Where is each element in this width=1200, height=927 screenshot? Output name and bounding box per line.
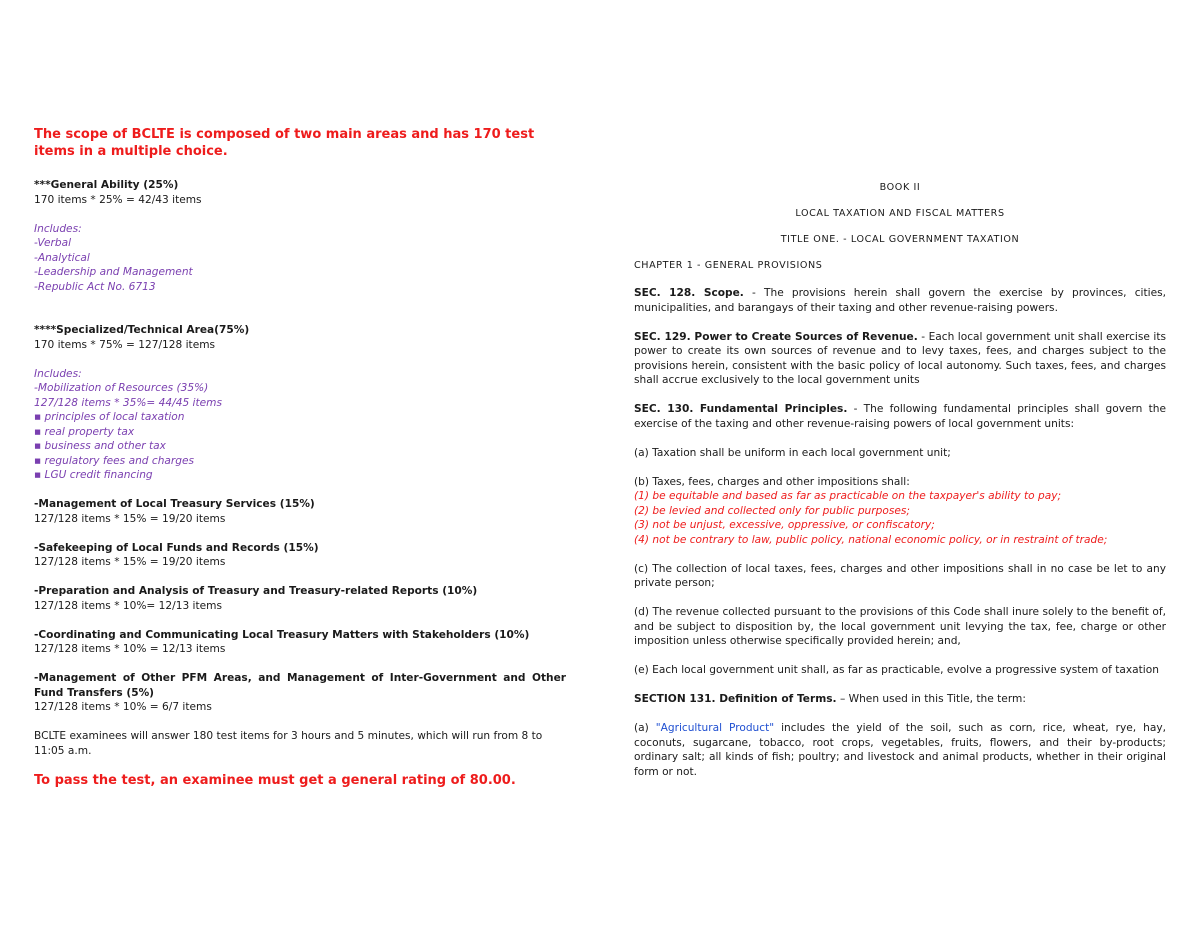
sec-128-label: SEC. 128. Scope. xyxy=(634,287,744,299)
specialized-includes-label: Includes: xyxy=(34,367,82,380)
sec-129-text: - Each local government unit shall exercise its power to create its own sources of revenue and to levy taxes, fees, and charges subject to the provisions herein, consistent with the basic policy of local autonomy. Such taxes, fees, and charges shall accrue exclusively to the local government units xyxy=(634,330,1166,386)
general-include-item: -Analytical xyxy=(34,251,90,264)
chapter-heading: CHAPTER 1 - GENERAL PROVISIONS xyxy=(634,260,823,271)
specialized-items: 170 items * 75% = 127/128 items xyxy=(34,338,216,351)
definition-a xyxy=(634,721,1166,779)
sec-131 xyxy=(634,692,1166,707)
section-title: -Management of Other PFM Areas, and Management of Inter-Government and Other Fund Transfers (5%) xyxy=(34,672,566,699)
para-b-item: (3) not be unjust, excessive, oppressive, or confiscatory; xyxy=(634,519,935,531)
general-include-item: -Republic Act No. 6713 xyxy=(34,280,156,293)
pass-note: To pass the test, an examinee must get a general rating of 80.00. xyxy=(34,773,516,788)
para-e: (e) Each local government unit shall, as far as practicable, evolve a progressive system of taxation xyxy=(634,664,1159,676)
para-b-item: (4) not be contrary to law, public policy, national economic policy, or in restraint of trade; xyxy=(634,533,1108,546)
specialized-include-item: 127/128 items * 35%= 44/45 items xyxy=(34,396,223,409)
section-items: 127/128 items * 10%= 12/13 items xyxy=(34,599,223,612)
section-block xyxy=(34,584,566,613)
section-items: 127/128 items * 15% = 19/20 items xyxy=(34,556,226,568)
definition-a-term: "Agricultural Product" xyxy=(655,722,775,734)
right-column xyxy=(634,182,1166,779)
para-a: (a) Taxation shall be uniform in each local government unit; xyxy=(634,446,951,459)
definition-a-prefix: (a) xyxy=(634,722,656,734)
specialized-include-item: ▪ real property tax xyxy=(34,425,135,438)
definition-a-text: includes the yield of the soil, such as corn, rice, wheat, rye, hay, coconuts, sugarcane, tobacco, root crops, vegetables, fruits, flowers, and their by-products; ordinary salt; all kinds of fish; poultry; and livestock and animal products, whether in their original form or not. xyxy=(634,722,1166,778)
sec-128 xyxy=(634,286,1166,315)
sec-130-text: - The following fundamental principles shall govern the exercise of the taxing and other revenue-raising powers of local government units: xyxy=(634,403,1166,430)
sec-129 xyxy=(634,330,1166,388)
specialized-include-item: ▪ regulatory fees and charges xyxy=(34,454,195,467)
sec-129-label: SEC. 129. Power to Create Sources of Revenue. xyxy=(634,330,918,343)
section-title: -Preparation and Analysis of Treasury and Treasury-related Reports (10%) xyxy=(34,585,478,597)
book-title: LOCAL TAXATION AND FISCAL MATTERS xyxy=(795,208,1005,219)
book-heading: BOOK II xyxy=(879,182,921,193)
exam-note: BCLTE examinees will answer 180 test items for 3 hours and 5 minutes, which will run from 8 to 11:05 a.m. xyxy=(34,730,543,757)
para-b-item: (2) be levied and collected only for public purposes; xyxy=(634,504,910,517)
title-one: TITLE ONE. - LOCAL GOVERNMENT TAXATION xyxy=(780,234,1020,245)
general-include-item: -Leadership and Management xyxy=(34,266,193,278)
specialized-heading: ****Specialized/Technical Area(75%) xyxy=(34,324,250,336)
scope-intro: The scope of BCLTE is composed of two main areas and has 170 test items in a multiple choice. xyxy=(34,127,535,159)
section-block xyxy=(34,671,566,715)
section-items: 127/128 items * 10% = 12/13 items xyxy=(34,643,226,655)
section-title: -Safekeeping of Local Funds and Records (15%) xyxy=(34,541,319,554)
specialized-include-item: ▪ LGU credit financing xyxy=(34,469,153,481)
general-ability-items: 170 items * 25% = 42/43 items xyxy=(34,193,202,206)
general-include-item: -Verbal xyxy=(34,237,72,249)
section-items: 127/128 items * 15% = 19/20 items xyxy=(34,512,226,525)
general-includes-label: Includes: xyxy=(34,222,82,235)
para-b-item: (1) be equitable and based as far as practicable on the taxpayer's ability to pay; xyxy=(634,490,1062,502)
section-items: 127/128 items * 10% = 6/7 items xyxy=(34,701,212,713)
sec-130-label: SEC. 130. Fundamental Principles. xyxy=(634,403,848,415)
specialized-include-item: ▪ business and other tax xyxy=(34,440,166,452)
general-ability-block xyxy=(34,178,566,294)
para-d: (d) The revenue collected pursuant to the provisions of this Code shall inure solely to the benefit of, and be subject to disposition by, the local government unit levying the tax, fee, charge or other imposition unless otherwise specifically provided herein; and, xyxy=(634,606,1166,647)
sec-131-text: – When used in this Title, the term: xyxy=(836,693,1026,705)
section-title: -Management of Local Treasury Services (15%) xyxy=(34,498,315,510)
para-b: (b) Taxes, fees, charges and other impositions shall: xyxy=(634,475,910,488)
sec-130 xyxy=(634,402,1166,431)
section-block xyxy=(34,628,566,657)
section-block xyxy=(34,541,566,570)
specialized-block xyxy=(34,323,566,483)
left-column xyxy=(34,126,566,789)
sec-131-label: SECTION 131. Definition of Terms. xyxy=(634,693,837,705)
specialized-include-item: ▪ principles of local taxation xyxy=(34,411,185,423)
section-title: -Coordinating and Communicating Local Treasury Matters with Stakeholders (10%) xyxy=(34,628,530,641)
sec-128-text: - The provisions herein shall govern the exercise by provinces, cities, municipalities, and barangays of their taxing and other revenue-raising powers. xyxy=(634,287,1166,314)
specialized-include-item: -Mobilization of Resources (35%) xyxy=(34,382,209,394)
section-block xyxy=(34,497,566,526)
para-c: (c) The collection of local taxes, fees, charges and other impositions shall in no case be let to any private person; xyxy=(634,562,1166,589)
general-ability-heading: ***General Ability (25%) xyxy=(34,179,179,191)
